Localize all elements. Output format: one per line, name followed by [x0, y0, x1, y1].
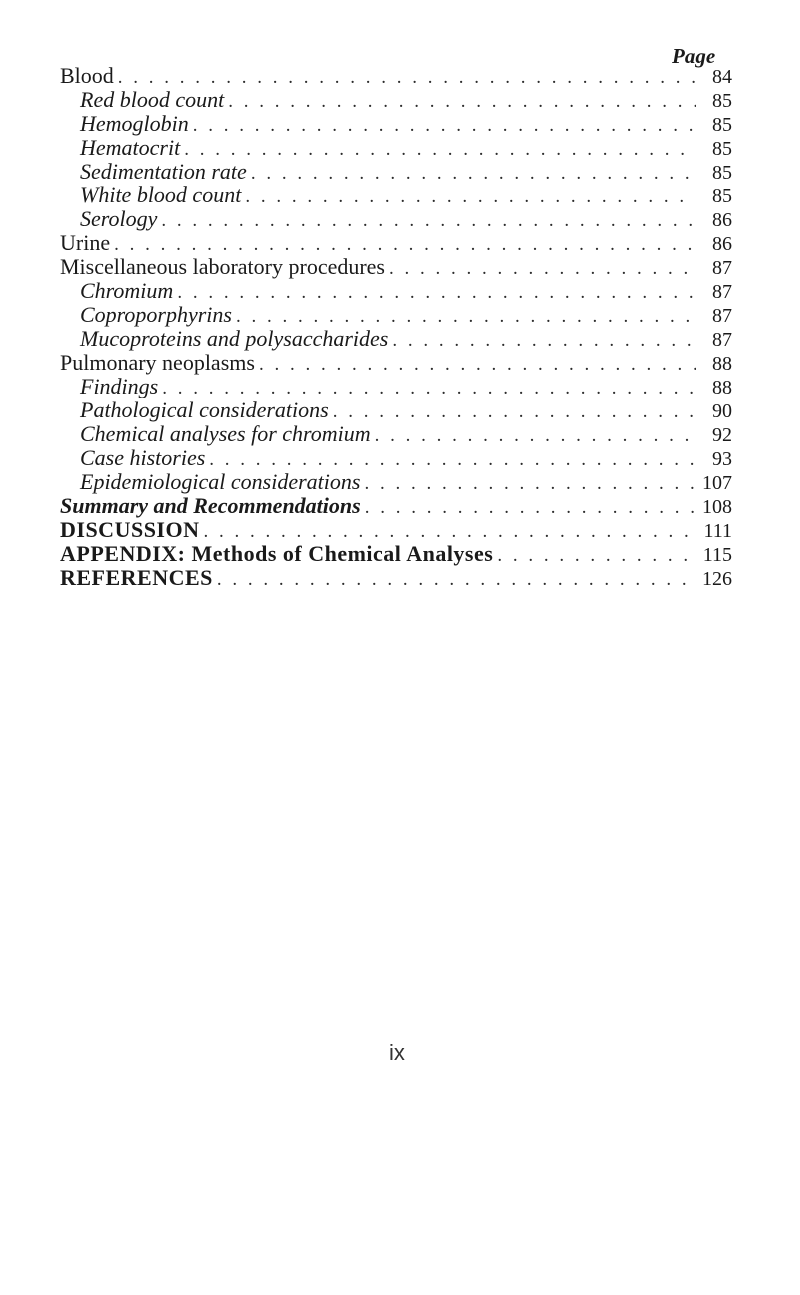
table-of-contents — [60, 64, 732, 590]
toc-entry[interactable] — [60, 351, 732, 375]
toc-entry-title: DISCUSSION — [60, 517, 200, 542]
toc-entry-title: Pulmonary neoplasms — [60, 350, 255, 375]
dot-leader — [200, 520, 697, 542]
page-column-heading: Page — [672, 44, 716, 68]
toc-entry[interactable] — [60, 279, 732, 303]
toc-entry-title: Hemoglobin — [80, 111, 189, 136]
toc-entry-page: 87 — [712, 304, 732, 327]
toc-entry[interactable] — [60, 518, 732, 542]
toc-entry-page: 107 — [702, 472, 732, 495]
toc-entry[interactable] — [60, 231, 732, 255]
toc-entry-page: 88 — [712, 376, 732, 399]
dot-leader — [189, 114, 696, 136]
dot-leader — [361, 496, 696, 518]
dot-leader — [241, 185, 696, 207]
toc-entry-page: 85 — [712, 161, 732, 184]
toc-entry-page: 115 — [702, 543, 732, 566]
toc-entry-title: Urine — [60, 231, 111, 256]
toc-entry[interactable] — [60, 422, 732, 446]
dot-leader — [114, 66, 696, 88]
page-folio: ix — [389, 1040, 405, 1065]
toc-entry-title: Sedimentation rate — [80, 159, 247, 184]
dot-leader — [110, 233, 696, 255]
dot-leader — [371, 424, 696, 446]
dot-leader — [247, 162, 696, 184]
toc-entry-page: 85 — [712, 185, 732, 208]
toc-entry[interactable] — [60, 160, 732, 184]
toc-entry-page: 85 — [712, 137, 732, 160]
toc-entry[interactable] — [60, 112, 732, 136]
dot-leader — [255, 353, 696, 375]
toc-entry[interactable] — [60, 183, 732, 207]
toc-entry-page: 126 — [702, 567, 732, 590]
toc-entry[interactable] — [60, 542, 732, 566]
toc-entry-title: Epidemiological considerations — [80, 470, 361, 495]
toc-entry[interactable] — [60, 255, 732, 279]
toc-entry-page: 92 — [712, 424, 732, 447]
toc-entry-title: Chemical analyses for chromium — [80, 422, 371, 447]
dot-leader — [157, 209, 696, 231]
dot-leader — [388, 329, 696, 351]
toc-entry-page: 86 — [712, 209, 732, 232]
toc-entry[interactable] — [60, 398, 732, 422]
dot-leader — [213, 568, 696, 590]
toc-entry[interactable] — [60, 327, 732, 351]
toc-entry[interactable] — [60, 470, 732, 494]
toc-entry-title: Findings — [80, 374, 159, 399]
toc-entry-title: White blood count — [80, 183, 242, 208]
toc-entry-title: Hematocrit — [80, 135, 181, 160]
toc-entry-page: 111 — [703, 519, 732, 542]
toc-entry-title: Pathological considerations — [80, 398, 329, 423]
toc-entry-title: Mucoproteins and polysaccharides — [80, 326, 389, 351]
toc-entry[interactable] — [60, 207, 732, 231]
toc-entry-title: Serology — [80, 207, 158, 232]
toc-entry-page: 88 — [712, 352, 732, 375]
toc-entry-title: APPENDIX: Methods of Chemical Analyses — [60, 541, 494, 566]
toc-entry-page: 85 — [712, 113, 732, 136]
toc-entry-page: 84 — [712, 66, 732, 88]
dot-leader — [385, 257, 696, 279]
dot-leader — [232, 305, 696, 327]
dot-leader — [493, 544, 696, 566]
toc-entry-page: 86 — [712, 233, 732, 256]
dot-leader — [173, 281, 696, 303]
toc-entry-title: Red blood count — [80, 87, 225, 112]
toc-entry[interactable] — [60, 446, 732, 470]
toc-entry-page: 108 — [702, 496, 732, 518]
toc-entry[interactable] — [60, 494, 732, 518]
toc-entry-page: 87 — [712, 257, 732, 280]
toc-entry-page: 87 — [712, 328, 732, 351]
dot-leader — [180, 138, 696, 160]
toc-entry[interactable] — [60, 375, 732, 399]
toc-entry[interactable] — [60, 566, 732, 590]
toc-entry-title: Miscellaneous laboratory procedures — [60, 255, 385, 280]
toc-entry-title: Summary and Recommendations — [60, 494, 361, 518]
toc-entry-page: 87 — [712, 281, 732, 303]
toc-entry[interactable] — [60, 88, 732, 112]
dot-leader — [329, 400, 696, 422]
toc-entry-page: 93 — [712, 448, 732, 471]
toc-entry-title: Chromium — [80, 279, 174, 303]
toc-entry[interactable] — [60, 136, 732, 160]
toc-entry-title: REFERENCES — [60, 565, 213, 590]
toc-entry[interactable] — [60, 303, 732, 327]
dot-leader — [224, 90, 696, 112]
toc-entry-title: Coproporphyrins — [80, 302, 232, 327]
dot-leader — [158, 377, 696, 399]
dot-leader — [360, 472, 696, 494]
toc-entry-title: Blood — [60, 64, 114, 88]
toc-entry-title: Case histories — [80, 446, 206, 471]
dot-leader — [205, 448, 696, 470]
toc-entry-page: 85 — [712, 89, 732, 112]
toc-entry[interactable] — [60, 64, 732, 88]
toc-entry-page: 90 — [712, 400, 732, 423]
